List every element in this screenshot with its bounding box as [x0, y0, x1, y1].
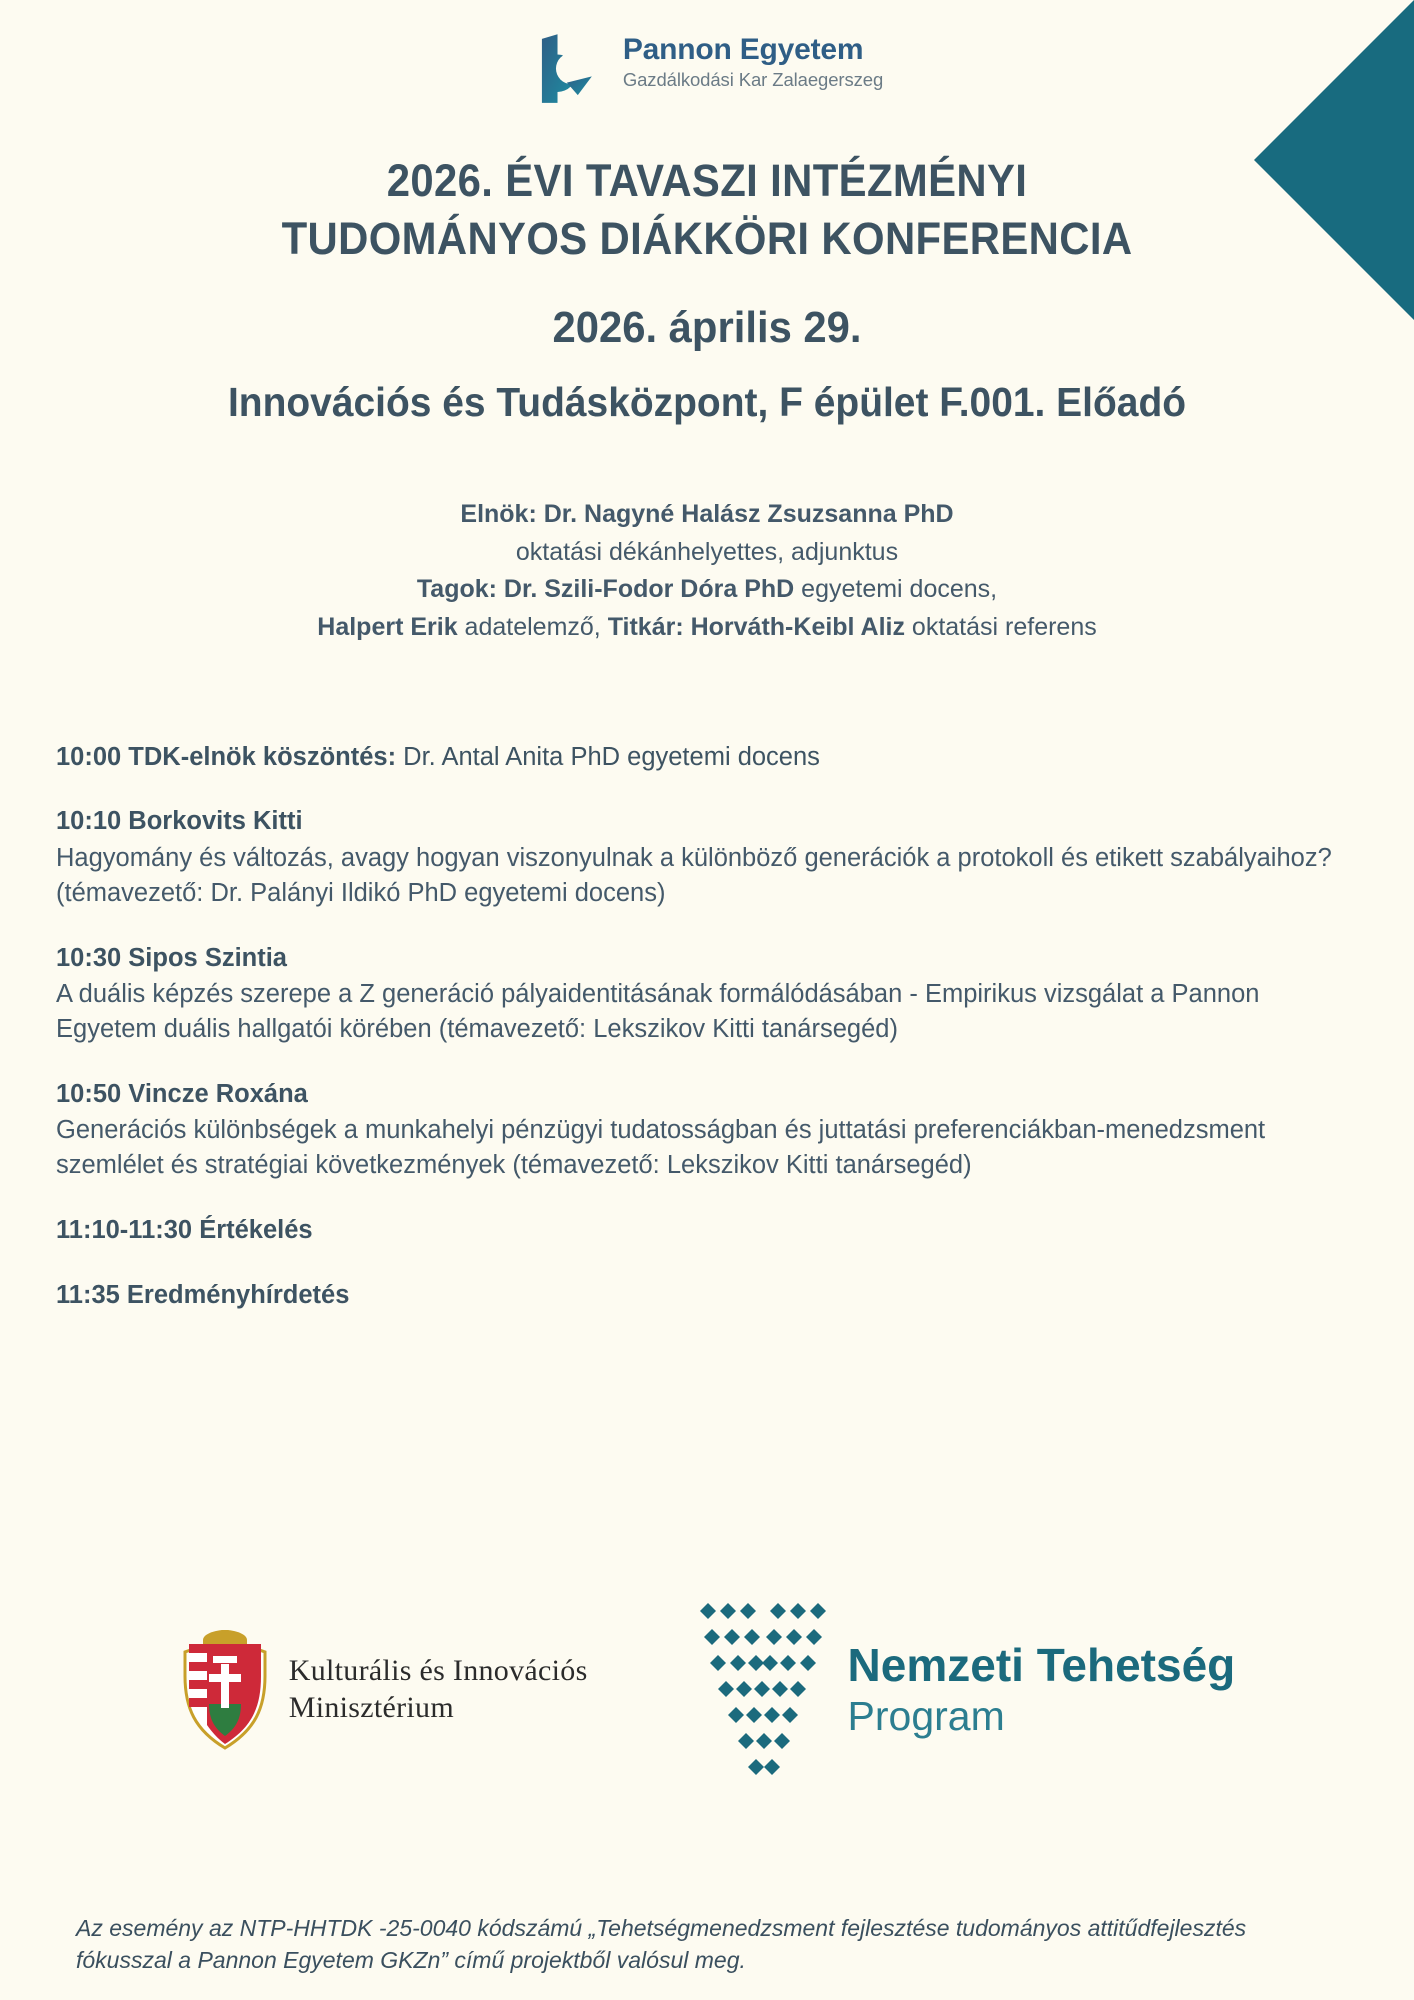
program-item — [56, 1278, 1364, 1312]
ntp-name-line-2: Program — [847, 1692, 1005, 1739]
program-list — [56, 740, 1364, 1342]
page-title-line-2: TUDOMÁNYOS DIÁKKÖRI KONFERENCIA — [281, 212, 1133, 264]
program-item — [56, 804, 1364, 910]
committee-text: Tagok: Dr. Szili-Fodor Dóra PhD — [416, 575, 795, 603]
committee-text: Titkár: Horváth-Keibl Aliz — [607, 612, 905, 641]
pannon-p-logo-icon — [531, 28, 609, 106]
hungary-coat-of-arms-icon — [179, 1630, 271, 1750]
program-item-heading — [56, 1278, 1364, 1312]
committee-line — [80, 571, 1334, 609]
program-item-heading — [56, 1077, 1364, 1111]
program-item-abstract: Generációs különbségek a munkahelyi pénzügyi tudatosságban és juttatási preferenciákban-menedzsment szemlélet és stratégiai következmények (témavezető: Lekszikov Kitti tanársegéd) — [56, 1116, 1266, 1180]
page-title — [105, 152, 1308, 267]
ministry-name-line-1: Kulturális és Innovációs — [288, 1654, 588, 1688]
committee-line — [80, 534, 1334, 572]
program-item-abstract: A duális képzés szerepe a Z generáció pályaidentitásának formálódásában - Empirikus vizsgálat a Pannon Egyetem duális hallgatói körében (témavezető: Lekszikov Kitti tanársegéd) — [56, 980, 1260, 1044]
committee-text: adatelemző, — [457, 612, 608, 641]
program-item — [56, 740, 1364, 774]
committee-text: Halpert Erik — [317, 612, 458, 641]
title-block — [60, 152, 1354, 426]
committee-text: Elnök: Dr. Nagyné Halász Zsuzsanna PhD — [460, 500, 954, 528]
program-item-heading — [56, 941, 1364, 975]
nemzeti-tehetseg-program-v-icon — [698, 1595, 828, 1785]
committee-line — [80, 609, 1334, 647]
program-item-time-title: 11:35 Eredményhírdetés — [56, 1280, 350, 1309]
logo-subtitle: Gazdálkodási Kar Zalaegerszeg — [622, 68, 884, 90]
program-item-heading — [56, 804, 1364, 838]
committee-text: oktatási dékánhelyettes, adjunktus — [515, 537, 899, 566]
committee-text: egyetemi docens, — [794, 575, 998, 603]
program-item-time-title: 10:50 Vincze Roxána — [56, 1079, 308, 1108]
committee-block — [80, 496, 1334, 646]
program-item — [56, 1213, 1364, 1247]
ntp-name — [848, 1641, 1236, 1738]
logo-title: Pannon Egyetem — [622, 33, 864, 66]
ministry-name-line-2: Minisztérium — [288, 1691, 454, 1724]
program-item-heading — [56, 740, 1364, 774]
event-date: 2026. április 29. — [552, 303, 862, 353]
committee-line — [80, 496, 1334, 534]
program-item-time-title: 10:10 Borkovits Kitti — [56, 807, 303, 836]
event-venue: Innovációs és Tudásközpont, F épület F.001. Előadó — [227, 379, 1187, 426]
page-title-line-1: 2026. ÉVI TAVASZI INTÉZMÉNYI — [386, 155, 1028, 206]
ntp-logo — [698, 1595, 1236, 1785]
ministry-logo — [179, 1630, 588, 1750]
program-item-time-title: 11:10-11:30 Értékelés — [56, 1216, 313, 1245]
program-item-time-title: 10:30 Sipos Szintia — [56, 943, 287, 972]
program-item-heading — [56, 1213, 1364, 1247]
footer-logos — [0, 1595, 1414, 1785]
program-item — [56, 1077, 1364, 1183]
funding-note — [76, 1912, 1354, 1976]
program-item — [56, 941, 1364, 1047]
university-logo — [0, 28, 1414, 106]
program-item-subtitle: Dr. Antal Anita PhD egyetemi docens — [396, 743, 820, 771]
committee-text: oktatási referens — [904, 612, 1097, 641]
ntp-name-line-1: Nemzeti Tehetség — [847, 1639, 1236, 1692]
program-item-abstract: Hagyomány és változás, avagy hogyan viszonyulnak a különböző generációk a protokoll és etikett szabályaihoz? (témavezető: Dr. Palányi Ildikó PhD egyetemi docens) — [56, 843, 1332, 907]
ministry-name — [289, 1653, 588, 1726]
funding-note-line-2: fókusszal a Pannon Egyetem GKZn” című projektből valósul meg. — [76, 1947, 746, 1974]
program-item-time-title: 10:00 TDK-elnök köszöntés: — [56, 743, 397, 771]
funding-note-line-1: Az esemény az NTP-HHTDK -25-0040 kódszámú „Tehetségmenedzsment fejlesztése tudományos attitűdfejlesztés — [76, 1915, 1247, 1941]
